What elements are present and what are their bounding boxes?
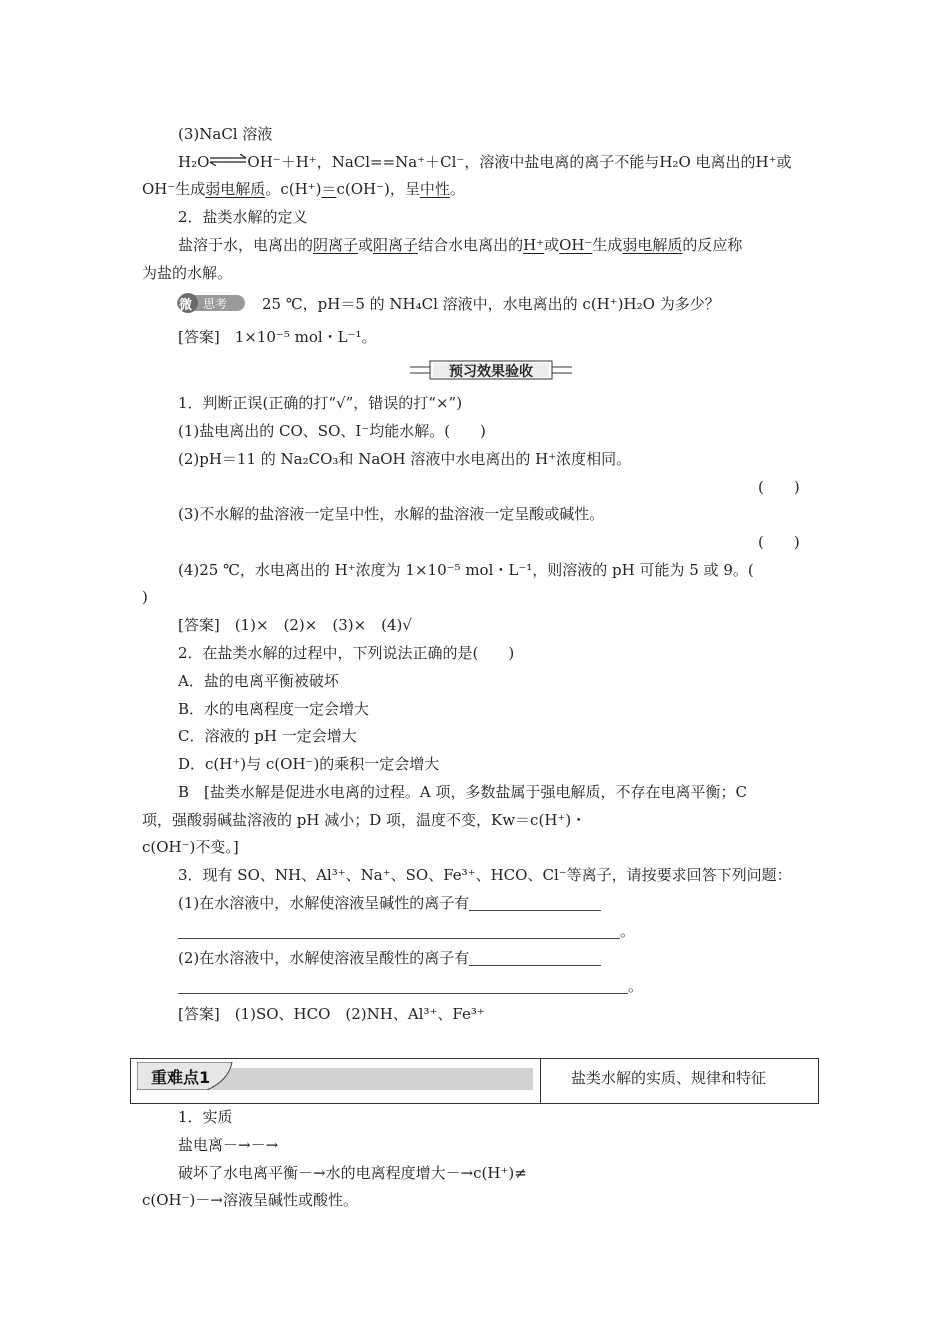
answer-h-ion: H⁺	[523, 236, 545, 254]
q2-option-b: B．水的电离程度一定会增大	[178, 700, 370, 718]
answer-weak-electrolyte-2: 弱电解质	[622, 236, 683, 254]
q2-explanation-1: B [盐类水解是促进水电离的过程。A 项，多数盐属于强电解质，不存在电离平衡；C	[178, 783, 747, 801]
nacl-conclusion-line: OH⁻生成弱电解质。c(H⁺)＝c(OH⁻)，呈中性。	[142, 180, 465, 198]
answer-equal-sign: ＝	[321, 180, 337, 198]
keypoint-divider	[540, 1058, 541, 1104]
q1-title: 1．判断正误(正确的打“√”，错误的打“×”)	[178, 394, 463, 412]
q1-item-2: (2)pH＝11 的 Na₂CO₃和 NaOH 溶液中水电离出的 H⁺浓度相同。	[178, 450, 632, 468]
section3-heading: (3)NaCl 溶液	[178, 125, 273, 143]
q3-blank-2-cont[interactable]	[178, 979, 628, 994]
answer-anion: 阴离子	[313, 236, 359, 254]
q1-item-4-close: )	[142, 588, 148, 606]
q2-title: 2．在盐类水解的过程中，下列说法正确的是( )	[178, 644, 515, 662]
keypoint-label: 重难点1	[151, 1068, 211, 1087]
q1-answer: [答案] (1)× (2)× (3)× (4)√	[178, 616, 412, 634]
essence-line-1: 盐电离－→－→	[178, 1136, 279, 1154]
q1-item-3-paren: ( )	[758, 533, 800, 551]
think-answer: [答案] 1×10⁻⁵ mol・L⁻¹。	[178, 328, 377, 346]
essence-title: 1．实质	[178, 1108, 233, 1126]
answer-oh-ion: OH⁻	[559, 236, 593, 254]
q1-item-1: (1)盐电离出的 CO、SO、I⁻均能水解。( )	[178, 422, 486, 440]
answer-weak-electrolyte: 弱电解质	[205, 180, 266, 198]
q2-option-d: D．c(H⁺)与 c(OH⁻)的乘积一定会增大	[178, 755, 440, 773]
q3-blank-1-cont[interactable]	[178, 924, 620, 939]
q3-part-2-cont: 。	[178, 976, 643, 996]
q2-explanation-3: c(OH⁻)不变。]	[142, 838, 239, 856]
q3-title: 3．现有 SO、NH、Al³⁺、Na⁺、SO、Fe³⁺、HCO、Cl⁻等离子，请按要求回答下列问题：	[178, 866, 792, 884]
think-question: 25 ℃，pH＝5 的 NH₄Cl 溶液中，水电离出的 c(H⁺)H₂O 为多少？	[262, 295, 720, 313]
q3-part-1: (1)在水溶液中，水解使溶液呈碱性的离子有	[178, 893, 601, 913]
banner-title: 预习效果验收	[449, 364, 533, 380]
q3-part-2: (2)在水溶液中，水解使溶液呈酸性的离子有	[178, 948, 601, 968]
equilibrium-arrow-icon	[209, 153, 247, 171]
q2-option-c: C．溶液的 pH 一定会增大	[178, 727, 357, 745]
keypoint-label-area	[137, 1062, 533, 1090]
q3-part-1-cont: 。	[178, 921, 635, 941]
h2o-formula: H₂O	[178, 153, 210, 171]
q1-item-3: (3)不水解的盐溶液一定呈中性，水解的盐溶液一定呈酸或碱性。	[178, 505, 605, 523]
section-banner	[410, 360, 572, 380]
q1-item-4: (4)25 ℃，水电离出的 H⁺浓度为 1×10⁻⁵ mol・L⁻¹，则溶液的 pH 可能为 5 或 9。(	[178, 561, 754, 579]
think-badge	[177, 293, 245, 313]
definition-line-1: 盐溶于水，电离出的阴离子或阳离子结合水电离出的H⁺或OH⁻生成弱电解质的反应称	[178, 236, 743, 254]
think-badge-text: 思考	[203, 297, 228, 311]
definition-line-2: 为盐的水解。	[142, 264, 233, 282]
answer-cation: 阳离子	[373, 236, 419, 254]
q1-item-2-paren: ( )	[758, 478, 800, 496]
q3-blank-2[interactable]	[469, 951, 601, 966]
nacl-equation-line: H₂O OH⁻＋H⁺，NaCl==Na⁺＋Cl⁻，溶液中盐电离的离子不能与H₂O 电离出的H⁺或	[178, 153, 792, 171]
q3-answer: [答案] (1)SO、HCO (2)NH、Al³⁺、Fe³⁺	[178, 1005, 485, 1023]
essence-line-3: c(OH⁻)－→溶液呈碱性或酸性。	[142, 1191, 358, 1209]
essence-line-2: 破坏了水电离平衡－→水的电离程度增大－→c(H⁺)≠	[178, 1164, 527, 1182]
q2-explanation-2: 项，强酸弱碱盐溶液的 pH 减小；D 项，温度不变，Kw＝c(H⁺)・	[142, 811, 587, 829]
definition-title: 2．盐类水解的定义	[178, 208, 308, 226]
q2-option-a: A．盐的电离平衡被破坏	[178, 672, 339, 690]
keypoint-title: 盐类水解的实质、规律和特征	[571, 1069, 767, 1087]
think-badge-char: 微	[179, 298, 193, 313]
answer-neutral: 中性	[419, 180, 450, 198]
q3-blank-1[interactable]	[469, 896, 601, 911]
